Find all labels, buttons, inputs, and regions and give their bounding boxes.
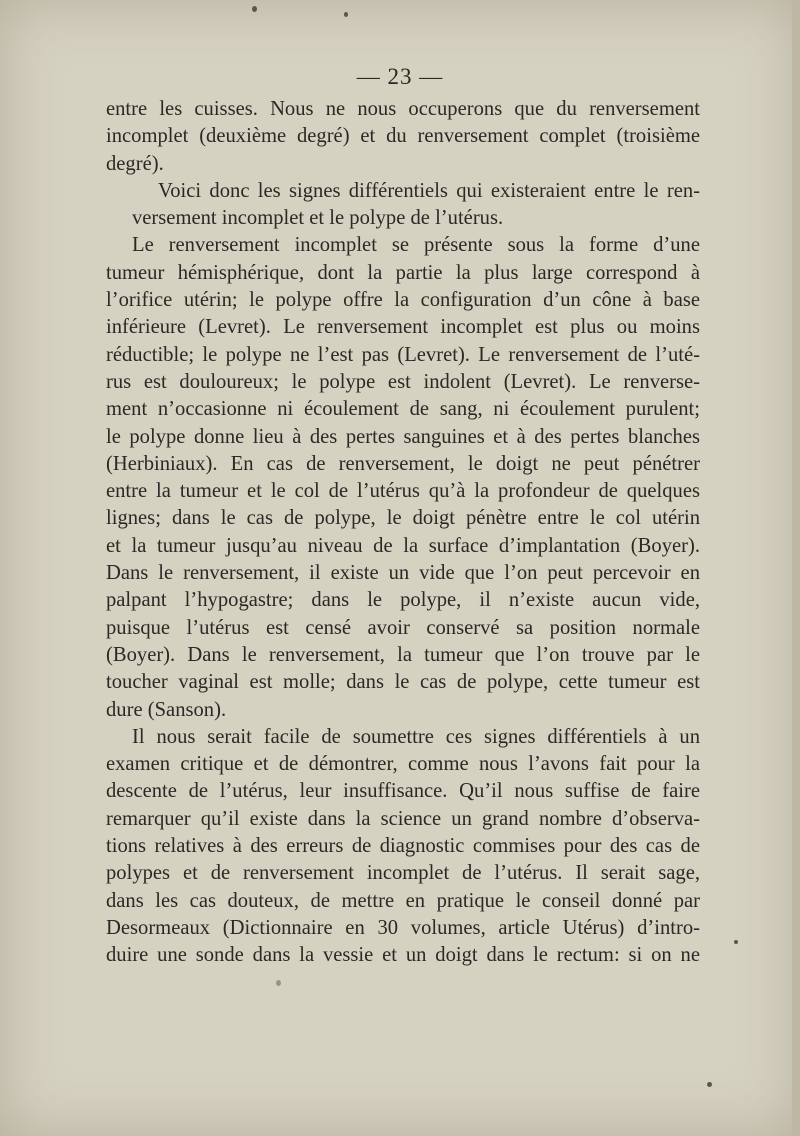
text-line: Desormeaux (Dictionnaire en 30 volumes, article Utérus) d’intro- bbox=[106, 916, 700, 939]
text-line: entre les cuisses. Nous ne nous occuperons que du renversement bbox=[106, 98, 700, 120]
text-line: Voici donc les signes différentiels qui existeraient entre le ren- bbox=[158, 179, 700, 202]
page-number: — 23 — bbox=[356, 64, 444, 89]
text-line: polypes et de renversement incomplet de l’utérus. Il serait sage, bbox=[106, 862, 700, 885]
paper-speck bbox=[707, 1082, 712, 1087]
text-line: toucher vaginal est molle; dans le cas de polype, cette tumeur est bbox=[106, 671, 700, 694]
text-line: Il nous serait facile de soumettre ces signes différentiels à un bbox=[132, 725, 700, 748]
text-line: dans les cas douteux, de mettre en pratique le conseil donné par bbox=[106, 889, 700, 912]
text-line: le polype donne lieu à des pertes sanguines et à des pertes blanches bbox=[106, 425, 700, 448]
text-line: dure (Sanson). bbox=[106, 698, 227, 721]
page-edge bbox=[792, 0, 800, 1136]
paper-speck bbox=[344, 12, 348, 17]
text-line: lignes; dans le cas de polype, le doigt pénètre entre le col utérin bbox=[106, 507, 700, 530]
text-line: entre la tumeur et le col de l’utérus qu’à la profondeur de quelques bbox=[106, 480, 700, 503]
paragraph bbox=[106, 96, 700, 178]
text-line: versement incomplet et le polype de l’utérus. bbox=[132, 207, 504, 230]
text-line: puisque l’utérus est censé avoir conservé sa position normale bbox=[106, 616, 700, 639]
text-line: Le renversement incomplet se présente sous la forme d’une bbox=[132, 234, 700, 257]
text-line: duire une sonde dans la vessie et un doigt dans le rectum: si on ne bbox=[106, 944, 700, 967]
text-line: réductible; le polype ne l’est pas (Levret). Le renversement de l’uté- bbox=[106, 343, 700, 366]
text-line: remarquer qu’il existe dans la science un grand nombre d’observa- bbox=[106, 807, 700, 830]
text-line: l’orifice utérin; le polype offre la configuration d’un cône à base bbox=[106, 289, 700, 312]
paper-speck bbox=[734, 940, 738, 944]
text-line: inférieure (Levret). Le renversement incomplet est plus ou moins bbox=[106, 316, 700, 339]
text-line: et la tumeur jusqu’au niveau de la surface d’implantation (Boyer). bbox=[106, 534, 700, 557]
body-text bbox=[106, 96, 700, 970]
text-line: (Herbiniaux). En cas de renversement, le doigt ne peut pénétrer bbox=[106, 452, 700, 475]
text-line: degré). bbox=[106, 152, 164, 175]
text-line: ment n’occasionne ni écoulement de sang, ni écoulement purulent; bbox=[106, 398, 700, 421]
text-line: (Boyer). Dans le renversement, la tumeur que l’on trouve par le bbox=[106, 643, 700, 666]
paragraph bbox=[106, 232, 700, 723]
text-line: tions relatives à des erreurs de diagnostic commises pour des cas de bbox=[106, 835, 700, 858]
text-line: palpant l’hypogastre; dans le polype, il n’existe aucun vide, bbox=[106, 589, 700, 612]
text-line: rus est douloureux; le polype est indolent (Levret). Le renverse- bbox=[106, 370, 700, 393]
paragraph bbox=[106, 178, 700, 233]
text-line: incomplet (deuxième degré) et du renversement complet (troisième bbox=[106, 125, 700, 148]
text-line: examen critique et de démontrer, comme nous l’avons fait pour la bbox=[106, 753, 700, 776]
paper-speck bbox=[276, 980, 281, 986]
text-line: tumeur hémisphérique, dont la partie la plus large correspond à bbox=[106, 261, 700, 284]
paragraph bbox=[106, 724, 700, 970]
paper-speck bbox=[252, 6, 257, 12]
text-line: Dans le renversement, il existe un vide que l’on peut percevoir en bbox=[106, 562, 700, 585]
text-line: descente de l’utérus, leur insuffisance. Qu’il nous suffise de faire bbox=[106, 780, 700, 803]
